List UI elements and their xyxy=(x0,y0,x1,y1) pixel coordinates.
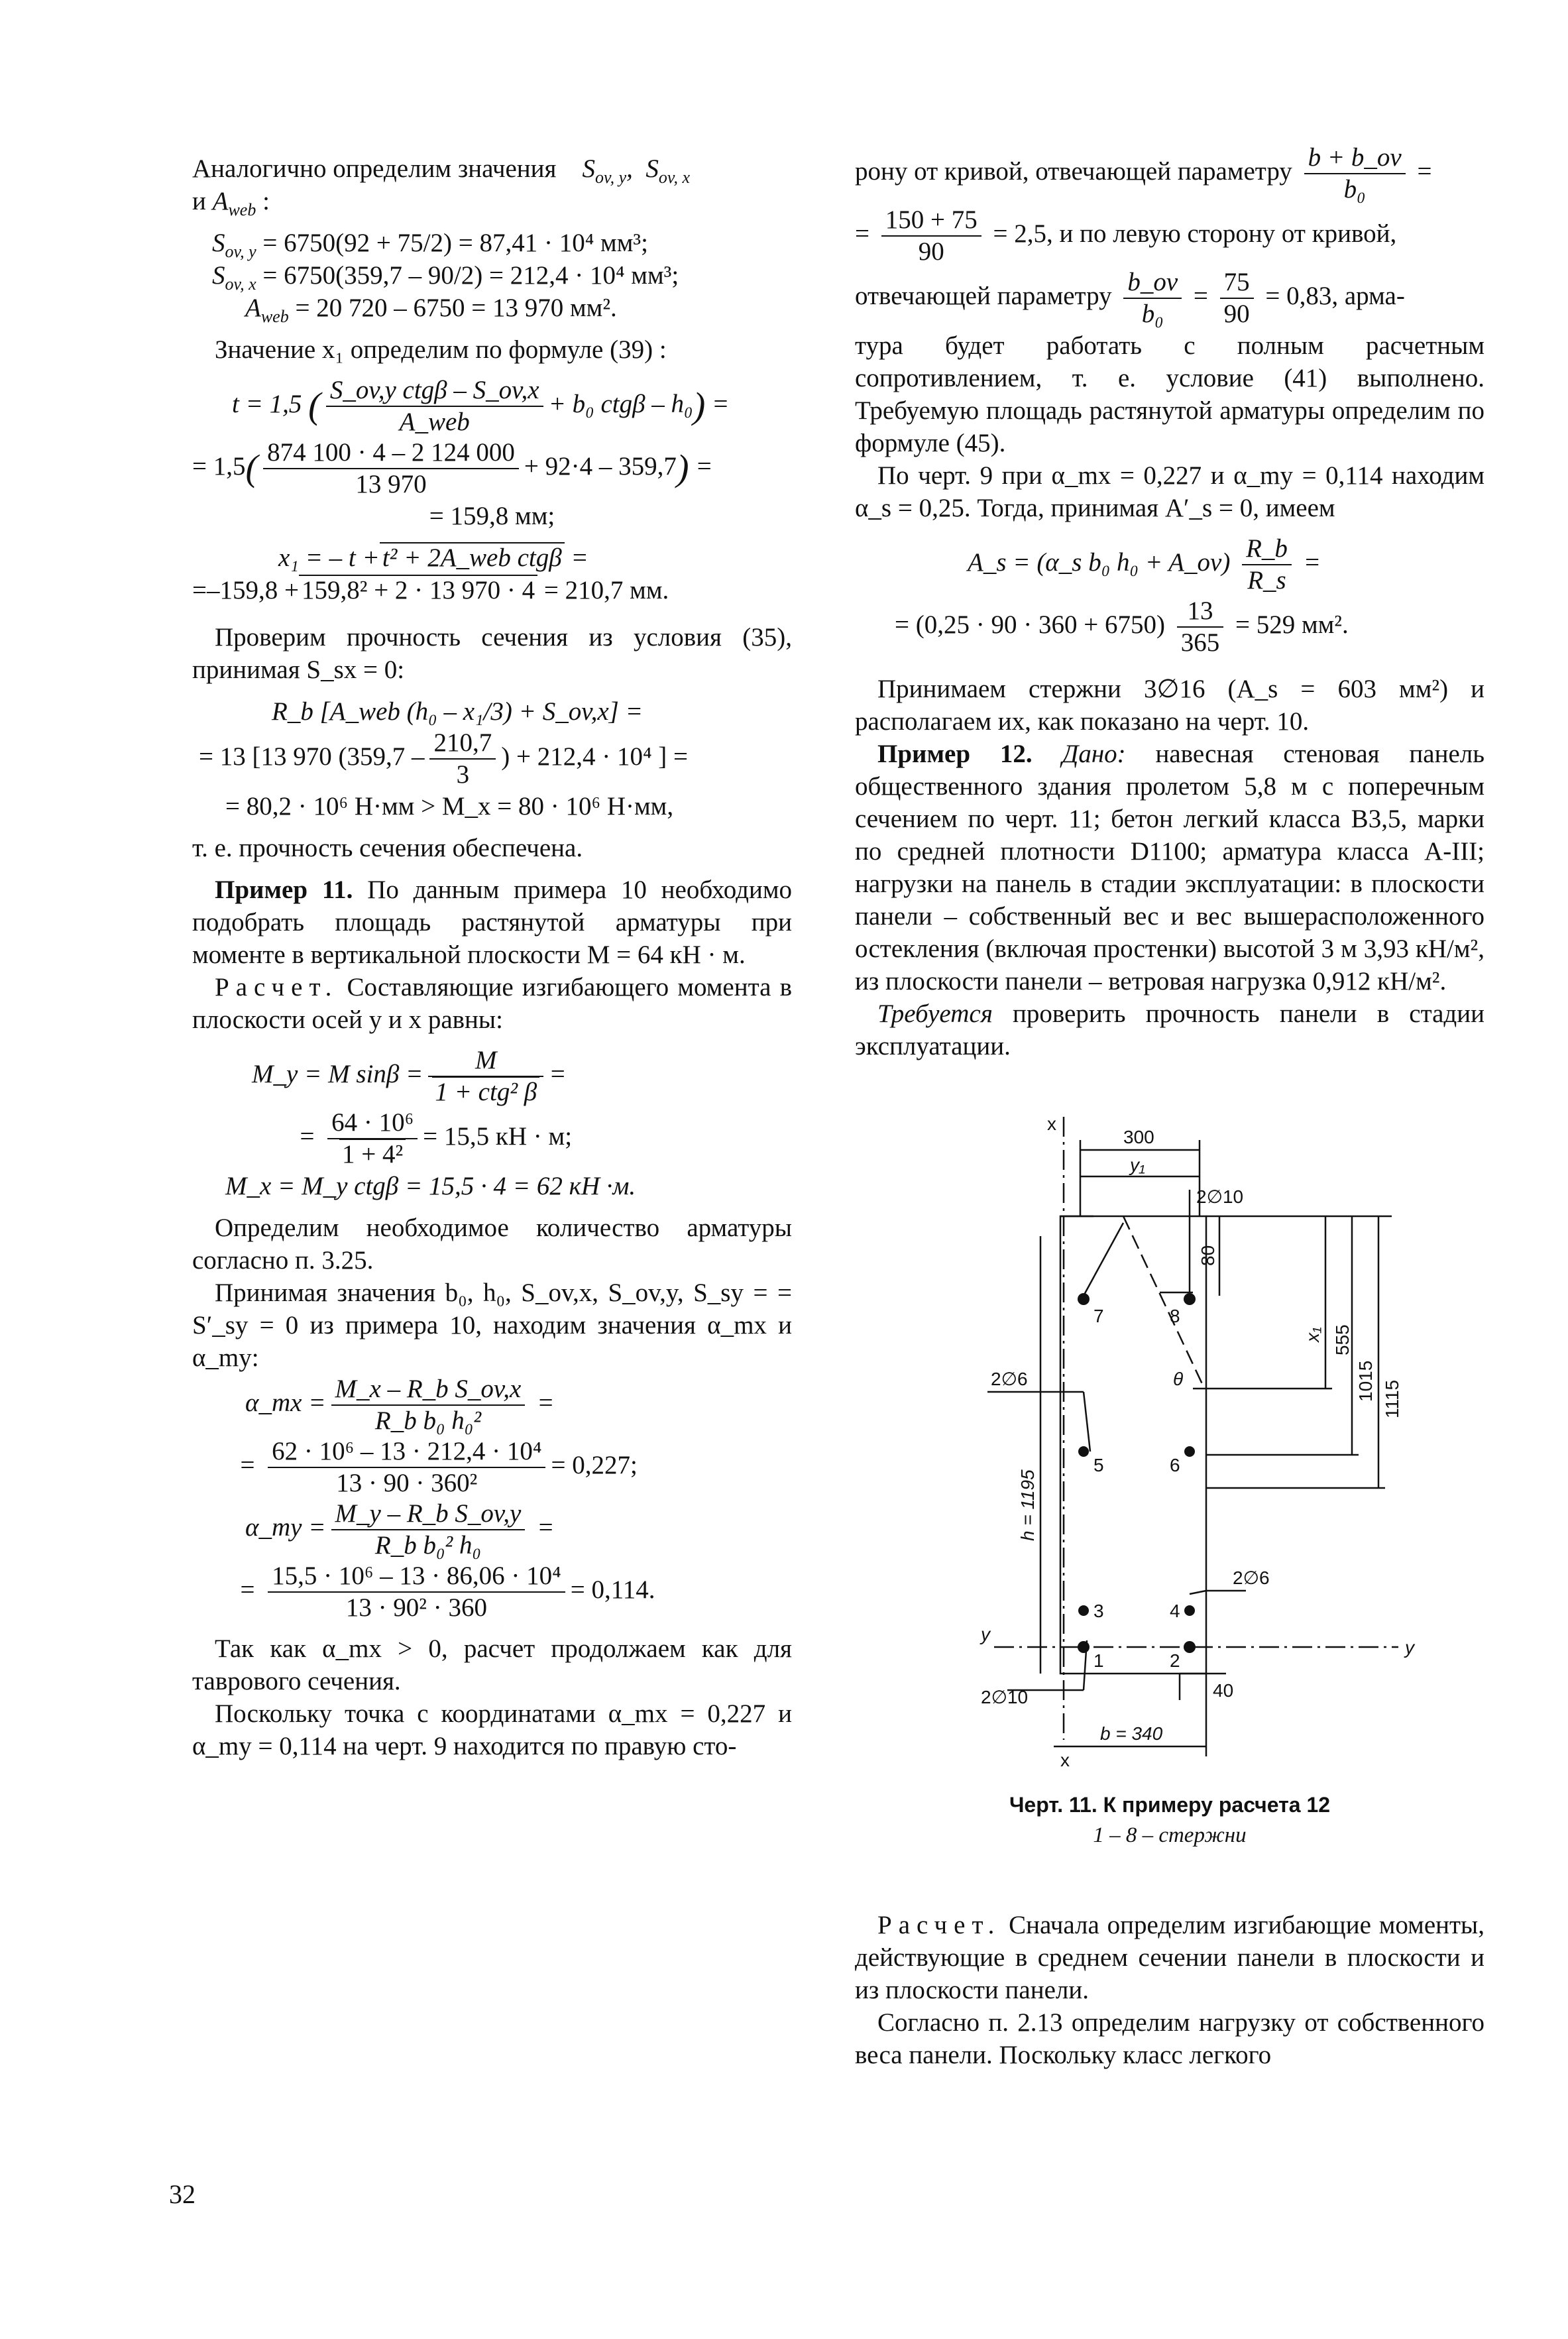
figure-section-drawing xyxy=(968,1104,1458,1793)
paragraph-calc: Расчет. Составляющие изгибающего момента в плоскости осей y и x равны: xyxy=(192,973,792,1034)
label-bar-low: 2∅6 xyxy=(1233,1568,1270,1588)
caption-title: Черт. 11. К примеру расчета 12 xyxy=(1009,1793,1331,1817)
bar-1 xyxy=(1078,1641,1090,1653)
paragraph-tee: Так как α_mx > 0, расчет продолжаем как для таврового сечения. xyxy=(192,1634,792,1695)
equation-amy-value: = $\frac{\text{15,5 · 10⁶ – 13 · 86,06 · 10⁴}}{\text{13 · 90² · 360}}$ = 0,114. xyxy=(239,1562,655,1622)
paragraph-accepting: Принимая значения b₀, h₀, S_ov,x, S_ov,y, S_sy = = S′_sy = 0 из примера 10, находим значения α_mx и α_my: xyxy=(192,1279,792,1372)
label-bar-top: 2∅10 xyxy=(1196,1186,1244,1207)
label-dim-300: 300 xyxy=(1123,1127,1154,1147)
panel-outline xyxy=(1060,1216,1206,1674)
paragraph-ratio: = $\frac{150 + 75}{90}$ = 2,5, и по левую сторону от кривой, xyxy=(855,205,1397,266)
equation-sovx: $S_{ov, x} = 6750(359,7 - 90/2) = 212,4 \cdot 10^4$ мм³; xyxy=(212,261,679,294)
paragraph-example-11: Пример 11. По данным примера 10 необходимо подобрать площадь растянутой арматуры при моменте в вертикальной плоскости M = 64 кН · м. xyxy=(192,876,793,969)
label-n2: 2 xyxy=(1170,1650,1180,1671)
paragraph-curve: рону от кривой, отвечающей параметру $\frac{b + b\_ov}{\text{b₀}}$ = xyxy=(855,143,1432,203)
paragraph-bars: Принимаем стержни 3∅16 (A_s = 603 мм²) и располагаем их, как показано на черт. 10. xyxy=(855,675,1484,736)
bar-3 xyxy=(1078,1605,1089,1616)
label-n7: 7 xyxy=(1093,1306,1104,1326)
label-axis-y-right: y xyxy=(1405,1637,1414,1658)
paragraph-reinforcement: тура будет работать с полным расчетным сопротивлением, т. е. условие (41) выполнено. Требуемую площадь растянутой арматуры определим по формуле (45). xyxy=(855,331,1484,457)
equation-mx: M_x = M_y ctgβ = 15,5 · 4 = 62 кН ·м. xyxy=(225,1172,636,1200)
label-dim-h: h = 1195 xyxy=(1017,1469,1038,1541)
paragraph-example-12: Пример 12. Дано: навесная стеновая панель общественного здания пролетом 5,8 м с поперечным сечением по черт. 11; бетон легкий класса В3,5, марки по средней плотности D1100; арматура класса А-III; нагрузки на панель в стадии эксплуатации: в плоскости панели – собственный вес и вес вышерасположенного остекления (включая простенки) высотой 3 м 3,93 кН/м², из плоскости панели – ветровая нагрузка 0,912 кН/м². xyxy=(855,740,1485,996)
equation-rb2: = 13 [13 970 (359,7 – $\frac{210,7}{3}$ ) + 212,4 · 10⁴ ] = xyxy=(199,728,689,789)
figure-caption xyxy=(855,1790,1484,1851)
label-n4: 4 xyxy=(1170,1601,1180,1621)
left-column xyxy=(192,152,792,1762)
caption-subtitle: 1 – 8 – стержни xyxy=(1093,1823,1247,1847)
paragraph-check: Проверим прочность сечения из условия (35), принимая S_sx = 0: xyxy=(192,623,792,684)
equation-rb1: R_b [A_web (h₀ – x₁/3) + S_ov,x] = xyxy=(272,697,643,726)
equation-as1: A_s = (α_s b₀ h₀ + A_ov) $\frac{R\_b}{R\_s}$ = xyxy=(968,534,1321,595)
label-axis-x-bot: x xyxy=(1060,1750,1070,1770)
paragraph-ratio2: отвечающей параметру $\frac{b\_ov}{\text{b₀}}$ = $\frac{75}{90}$ = 0,83, арма- xyxy=(855,268,1405,328)
equation-my2: = $\frac{\text{64 · 10⁶}}{\text{1 + 4²}}$ = 15,5 кН · м; xyxy=(298,1108,573,1169)
bar-4 xyxy=(1184,1605,1195,1616)
bar-7 xyxy=(1078,1293,1090,1305)
paragraph-self-weight: Согласно п. 2.13 определим нагрузку от собственного веса панели. Поскольку класс легкого xyxy=(855,2008,1484,2069)
paragraph-x1: Значение x₁ определим по формуле (39) : xyxy=(215,335,667,364)
label-dim-80: 80 xyxy=(1198,1245,1218,1266)
label-dim-b: b = 340 xyxy=(1100,1723,1163,1744)
label-dim-40: 40 xyxy=(1213,1680,1234,1701)
label-axis-y-left: y xyxy=(981,1624,990,1644)
paragraph-required: Требуется проверить прочность панели в стадии эксплуатации. xyxy=(855,999,1484,1060)
label-dim-x1: x₁ xyxy=(1302,1327,1323,1342)
label-n3: 3 xyxy=(1093,1601,1104,1621)
label-axis-x-top: x xyxy=(1047,1113,1056,1134)
right-column xyxy=(855,143,1484,1062)
bar-6 xyxy=(1184,1446,1195,1457)
paragraph-point: Поскольку точка с координатами α_mx = 0,227 и α_my = 0,114 на черт. 9 находится по правую сто- xyxy=(192,1699,792,1760)
label-dim-1015: 1015 xyxy=(1355,1360,1376,1402)
paragraph-chart9: По черт. 9 при α_mx = 0,227 и α_my = 0,114 находим α_s = 0,25. Тогда, принимая A′_s = 0, имеем xyxy=(855,461,1484,522)
equation-x1: x₁ = – t + t² + 2A_web ctgβ = xyxy=(278,543,588,572)
equation-t3: = 159,8 мм; xyxy=(429,502,555,530)
equation-amy: α_my = $\frac{\text{M\_y – R\_b S\_ov,y}}{\text{R\_b b₀² h₀}}$ = xyxy=(245,1499,555,1560)
bar-2 xyxy=(1184,1641,1196,1653)
label-bar-bot: 2∅10 xyxy=(981,1687,1029,1707)
bar-8 xyxy=(1184,1293,1196,1305)
label-n8: 8 xyxy=(1170,1306,1180,1326)
label-n5: 5 xyxy=(1093,1455,1104,1475)
equation-sovy: $S_{ov, y} = 6750(92 + 75/2) = 87,41 \cdot 10^4$ мм³; xyxy=(212,229,648,261)
paragraph-determine: Определим необходимое количество арматуры согласно п. 3.25. xyxy=(192,1214,792,1275)
equation-t: t = 1,5 ( $\frac{\text{S\_ov,y ctgβ – S\_ov,x}}{\text{A\_web}}$ + b₀ ctgβ – h₀) = xyxy=(232,376,730,436)
label-dim-1115: 1115 xyxy=(1382,1379,1402,1418)
equation-amx: α_mx = $\frac{\text{M\_x – R\_b S\_ov,x}}{\text{R\_b b₀ h₀²}}$ = xyxy=(245,1375,555,1435)
right-column-lower xyxy=(855,1909,1484,2071)
label-n6: 6 xyxy=(1170,1455,1180,1475)
label-bar-mid: 2∅6 xyxy=(991,1369,1028,1389)
equation-aweb: $A_{web} = 20$ 720 – 6750 = 13 970 мм². xyxy=(245,294,617,326)
label-dim-y1: y₁ xyxy=(1130,1155,1145,1175)
equation-as2: = (0,25 · 90 · 360 + 6750) $\frac{13}{365}$ = 529 мм². xyxy=(895,597,1349,657)
equation-rb3: = 80,2 · 10⁶ Н·мм > M_x = 80 · 10⁶ Н·мм, xyxy=(225,792,674,821)
equation-amx-value: = $\frac{\text{62 · 10⁶ – 13 · 212,4 · 10⁴}}{\text{13 · 90 · 360²}}$ = 0,227; xyxy=(239,1437,638,1497)
equation-x1-value: =–159,8 + 159,8² + 2 · 13 970 · 4 = 210,7 мм. xyxy=(192,576,669,604)
equation-t2: = 1,5( $\frac{874 100 \cdot 4 - 2 124 000}{13 970}$ + 92·4 – 359,7) = xyxy=(192,438,713,498)
paragraph-analog: Аналогично определим значения $S_{ov, y}$, $S_{ov, x}$ и $A_{web}$ : xyxy=(192,154,691,219)
bar-5 xyxy=(1078,1446,1089,1457)
label-n1: 1 xyxy=(1093,1650,1104,1671)
label-dim-555: 555 xyxy=(1332,1324,1353,1355)
paragraph-calc-12: Расчет. Сначала определим изгибающие моменты, действующие в среднем сечении панели в плоскости и из плоскости панели. xyxy=(855,1911,1484,2004)
paragraph-strength-ok: т. е. прочность сечения обеспечена. xyxy=(192,834,583,862)
label-theta: θ xyxy=(1173,1369,1184,1389)
equation-my1: M_y = M sinβ = $\frac{M}{\text{1 + ctg² β}}$ = xyxy=(252,1046,567,1106)
page-number: 32 xyxy=(169,2179,196,2209)
